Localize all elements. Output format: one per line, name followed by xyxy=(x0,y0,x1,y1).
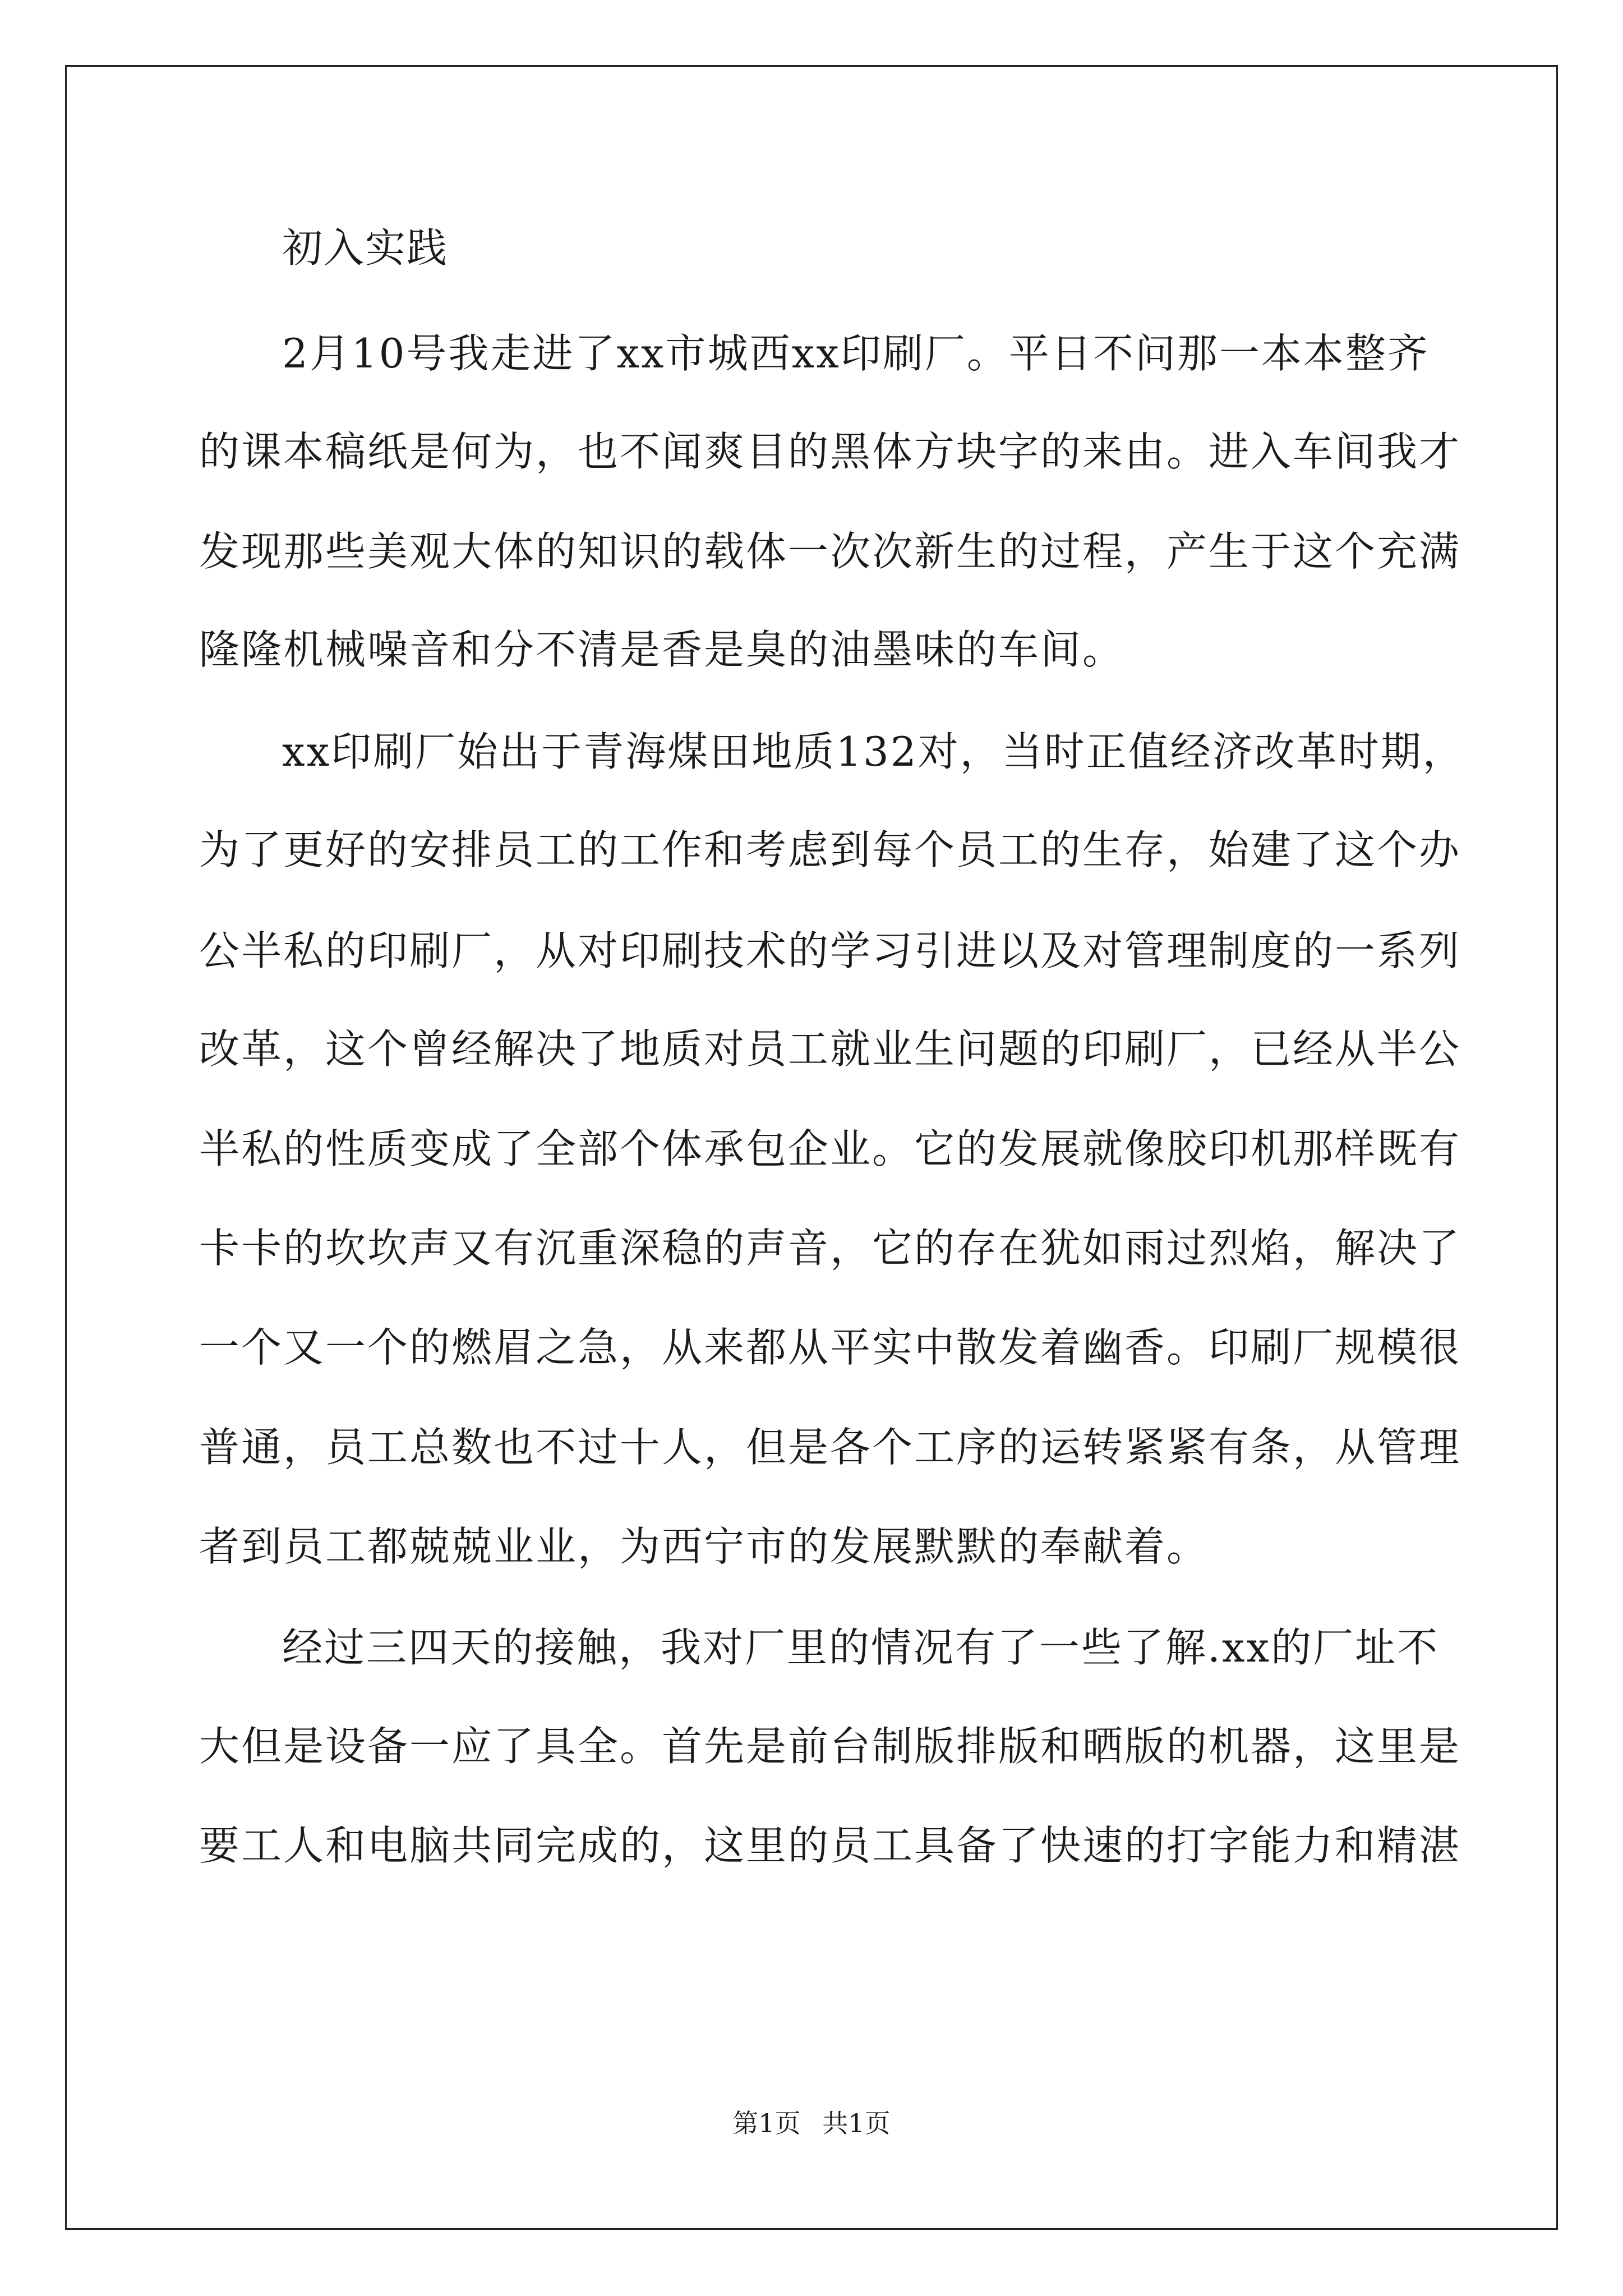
paragraph-3-line-3: 要工人和电脑共同完成的，这里的员工具备了快速的打字能力和精湛 xyxy=(199,1822,1461,1869)
paragraph-2-line-8: 普通，员工总数也不过十人，但是各个工序的运转紧紧有条，从管理 xyxy=(199,1424,1461,1471)
page-footer xyxy=(0,2106,1623,2140)
paragraph-2-line-9: 者到员工都兢兢业业，为西宁市的发展默默的奉献着。 xyxy=(199,1523,1209,1570)
paragraph-1-line-1: 2月10号我走进了xx市城西xx印刷厂。平日不问那一本本整齐 xyxy=(282,330,1430,377)
paragraph-2-line-3: 公半私的印刷厂，从对印刷技术的学习引进以及对管理制度的一系列 xyxy=(199,927,1461,974)
paragraph-3-line-2: 大但是设备一应了具全。首先是前台制版排版和晒版的机器，这里是 xyxy=(199,1723,1461,1770)
paragraph-1-line-4: 隆隆机械噪音和分不清是香是臭的油墨味的车间。 xyxy=(199,626,1125,673)
paragraph-2-line-2: 为了更好的安排员工的工作和考虑到每个员工的生存，始建了这个办 xyxy=(199,826,1461,873)
paragraph-3-line-1: 经过三四天的接触，我对厂里的情况有了一些了解.xx的厂址不 xyxy=(282,1624,1440,1671)
page-total: 共1页 xyxy=(822,2108,891,2138)
paragraph-2-line-4: 改革，这个曾经解决了地质对员工就业生问题的印刷厂，已经从半公 xyxy=(199,1025,1461,1073)
paragraph-2-line-5: 半私的性质变成了全部个体承包企业。它的发展就像胶印机那样既有 xyxy=(199,1125,1461,1172)
paragraph-2-line-7: 一个又一个的燃眉之急，从来都从平实中散发着幽香。印刷厂规模很 xyxy=(199,1324,1461,1371)
paragraph-2-line-6: 卡卡的坎坎声又有沉重深稳的声音，它的存在犹如雨过烈焰，解决了 xyxy=(199,1225,1461,1272)
paragraph-2-line-1: xx印刷厂始出于青海煤田地质132对，当时正值经济改革时期， xyxy=(282,728,1465,775)
section-heading: 初入实践 xyxy=(282,224,449,272)
paragraph-1-line-3: 发现那些美观大体的知识的载体一次次新生的过程，产生于这个充满 xyxy=(199,528,1461,575)
page-number: 第1页 xyxy=(732,2108,801,2138)
paragraph-1-line-2: 的课本稿纸是何为，也不闻爽目的黑体方块字的来由。进入车间我才 xyxy=(199,428,1461,475)
